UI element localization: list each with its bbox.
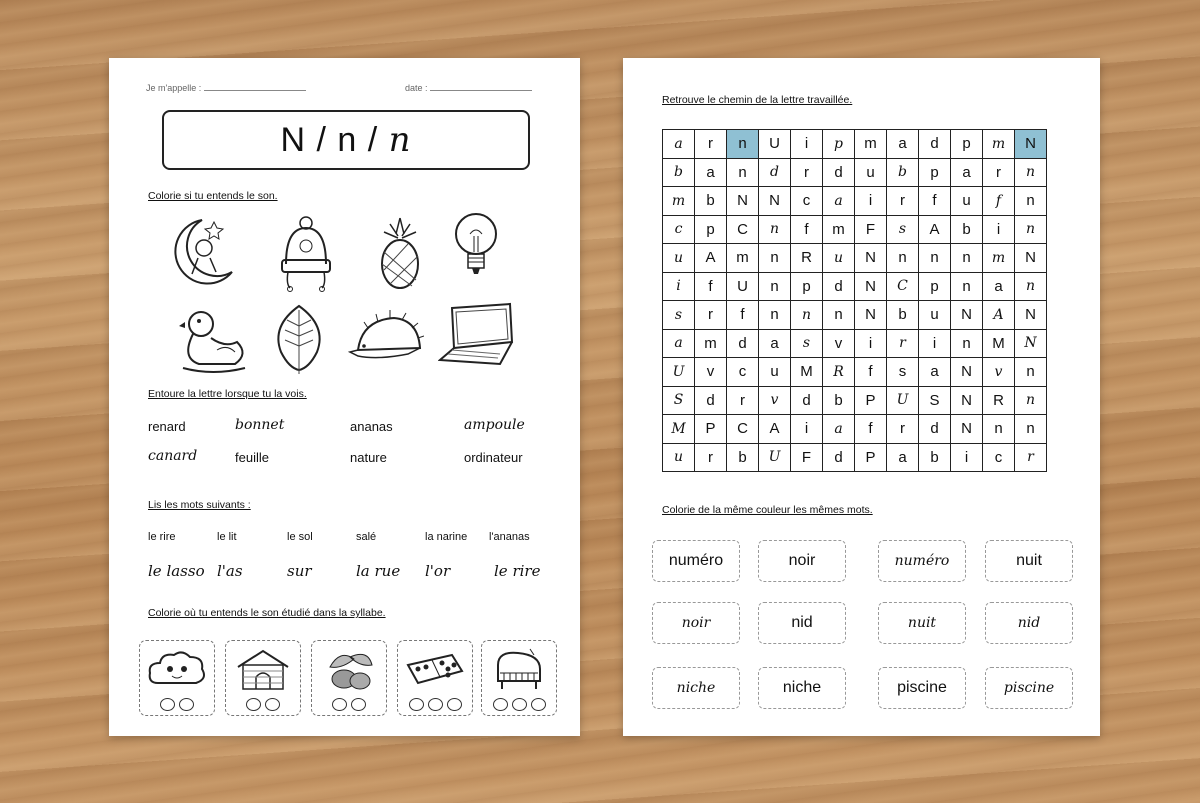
- grid-cell[interactable]: U: [663, 358, 695, 387]
- grid-cell[interactable]: S: [663, 386, 695, 415]
- grid-cell[interactable]: a: [951, 158, 983, 187]
- grid-cell[interactable]: N: [951, 386, 983, 415]
- hazelnut-icon: [320, 647, 378, 691]
- grid-cell[interactable]: a: [983, 272, 1015, 301]
- laptop-icon[interactable]: [438, 302, 520, 380]
- grid-cell[interactable]: i: [855, 329, 887, 358]
- grid-cell[interactable]: C: [727, 215, 759, 244]
- grid-cell[interactable]: s: [887, 215, 919, 244]
- word-box[interactable]: numéro: [878, 540, 966, 582]
- word-box[interactable]: nid: [758, 602, 846, 644]
- grid-cell[interactable]: r: [887, 415, 919, 444]
- grid-cell[interactable]: i: [919, 329, 951, 358]
- hat-icon[interactable]: [268, 214, 344, 292]
- grid-cell[interactable]: s: [791, 329, 823, 358]
- grid-cell[interactable]: U: [759, 443, 791, 472]
- grid-cell[interactable]: N: [1015, 301, 1047, 330]
- grid-row: [663, 244, 1047, 273]
- grid-cell[interactable]: f: [695, 272, 727, 301]
- grid-cell[interactable]: b: [663, 158, 695, 187]
- grid-cell[interactable]: u: [919, 301, 951, 330]
- grid-cell[interactable]: m: [823, 215, 855, 244]
- grid-cell[interactable]: a: [823, 415, 855, 444]
- grid-cell[interactable]: N: [1015, 244, 1047, 273]
- grid-cell[interactable]: n: [823, 301, 855, 330]
- grid-cell[interactable]: b: [887, 158, 919, 187]
- grid-cell[interactable]: n: [759, 215, 791, 244]
- grid-cell[interactable]: d: [823, 158, 855, 187]
- date-line[interactable]: [430, 81, 532, 91]
- word-box[interactable]: piscine: [985, 667, 1073, 709]
- name-field: [146, 81, 306, 93]
- grid-cell[interactable]: M: [791, 358, 823, 387]
- syllable-dots: [398, 698, 472, 711]
- grid-cell[interactable]: M: [663, 415, 695, 444]
- grid-row: [663, 358, 1047, 387]
- grid-cell[interactable]: n: [951, 329, 983, 358]
- grid-cell[interactable]: u: [663, 244, 695, 273]
- leaf-icon[interactable]: [269, 302, 345, 380]
- grid-cell[interactable]: c: [663, 215, 695, 244]
- grid-cell[interactable]: n: [919, 244, 951, 273]
- word-feuille[interactable]: feuille: [235, 450, 269, 465]
- word-box[interactable]: nuit: [878, 602, 966, 644]
- moon-icon[interactable]: [162, 214, 238, 292]
- duck-icon[interactable]: [177, 308, 253, 386]
- grid-cell[interactable]: P: [695, 415, 727, 444]
- word-bonnet[interactable]: bonnet: [235, 417, 285, 433]
- grid-cell[interactable]: a: [823, 187, 855, 216]
- syllable-box-piano[interactable]: [481, 640, 557, 716]
- grid-cell[interactable]: r: [887, 187, 919, 216]
- grid-cell[interactable]: f: [855, 415, 887, 444]
- grid-cell[interactable]: r: [983, 158, 1015, 187]
- grid-cell[interactable]: n: [1015, 415, 1047, 444]
- syllable-dots: [140, 698, 214, 711]
- grid-cell[interactable]: U: [727, 272, 759, 301]
- grid-cell[interactable]: i: [791, 130, 823, 159]
- grid-cell[interactable]: r: [695, 301, 727, 330]
- syllable-dot[interactable]: [493, 698, 508, 711]
- grid-row: [663, 187, 1047, 216]
- grid-cell[interactable]: f: [855, 358, 887, 387]
- grid-cell[interactable]: c: [727, 358, 759, 387]
- section-heading-couleur: Colorie de la même couleur les mêmes mots.: [662, 504, 873, 516]
- hedgehog-icon[interactable]: [348, 308, 424, 386]
- grid-cell[interactable]: a: [663, 130, 695, 159]
- grid-cell[interactable]: n: [1015, 358, 1047, 387]
- grid-cell[interactable]: r: [695, 130, 727, 159]
- syllable-dot[interactable]: [160, 698, 175, 711]
- grid-cell[interactable]: a: [919, 358, 951, 387]
- grid-cell[interactable]: n: [1015, 158, 1047, 187]
- grid-cell[interactable]: n: [1015, 187, 1047, 216]
- word-box[interactable]: nuit: [985, 540, 1073, 582]
- grid-row: [663, 272, 1047, 301]
- syllable-box-hazelnut[interactable]: [311, 640, 387, 716]
- read-word-cursive: l'or: [425, 562, 451, 580]
- date-label: date :: [405, 83, 428, 93]
- grid-cell[interactable]: b: [823, 386, 855, 415]
- grid-cell[interactable]: P: [855, 443, 887, 472]
- kennel-icon: [234, 647, 292, 691]
- grid-cell[interactable]: P: [855, 386, 887, 415]
- grid-cell[interactable]: p: [791, 272, 823, 301]
- word-ampoule[interactable]: ampoule: [464, 417, 525, 433]
- grid-cell[interactable]: R: [823, 358, 855, 387]
- syllable-dot[interactable]: [512, 698, 527, 711]
- word-box[interactable]: niche: [758, 667, 846, 709]
- word-box[interactable]: nid: [985, 602, 1073, 644]
- grid-cell[interactable]: U: [887, 386, 919, 415]
- read-word-cursive: la rue: [356, 562, 401, 580]
- grid-cell[interactable]: p: [919, 272, 951, 301]
- grid-cell[interactable]: f: [791, 215, 823, 244]
- grid-cell[interactable]: d: [727, 329, 759, 358]
- grid-cell[interactable]: n: [887, 244, 919, 273]
- grid-cell[interactable]: n: [951, 272, 983, 301]
- syllable-box-kennel[interactable]: [225, 640, 301, 716]
- grid-cell[interactable]: u: [855, 158, 887, 187]
- grid-cell[interactable]: m: [983, 130, 1015, 159]
- grid-cell[interactable]: N: [855, 244, 887, 273]
- grid-cell[interactable]: n: [1015, 215, 1047, 244]
- grid-cell[interactable]: n: [983, 415, 1015, 444]
- grid-cell[interactable]: n: [759, 244, 791, 273]
- grid-cell[interactable]: N: [1015, 329, 1047, 358]
- grid-cell[interactable]: r: [695, 443, 727, 472]
- grid-cell[interactable]: A: [695, 244, 727, 273]
- grid-cell[interactable]: F: [791, 443, 823, 472]
- title-box: [162, 110, 530, 170]
- read-word: la narine: [425, 531, 468, 543]
- grid-cell[interactable]: i: [855, 187, 887, 216]
- word-box[interactable]: noir: [758, 540, 846, 582]
- grid-cell[interactable]: R: [983, 386, 1015, 415]
- grid-cell[interactable]: R: [791, 244, 823, 273]
- read-word-cursive: sur: [287, 562, 312, 580]
- lightbulb-icon[interactable]: [438, 208, 514, 286]
- grid-cell[interactable]: f: [983, 187, 1015, 216]
- grid-cell[interactable]: n: [951, 244, 983, 273]
- grid-cell[interactable]: i: [791, 415, 823, 444]
- grid-cell[interactable]: C: [727, 415, 759, 444]
- grid-row: [663, 415, 1047, 444]
- grid-cell[interactable]: n: [1015, 386, 1047, 415]
- worksheet-right: [623, 58, 1100, 736]
- grid-cell[interactable]: d: [823, 443, 855, 472]
- grid-cell[interactable]: b: [919, 443, 951, 472]
- grid-cell[interactable]: n: [791, 301, 823, 330]
- syllable-dot[interactable]: [265, 698, 280, 711]
- grid-cell[interactable]: d: [791, 386, 823, 415]
- grid-cell[interactable]: N: [727, 187, 759, 216]
- grid-cell[interactable]: a: [887, 130, 919, 159]
- read-word: le sol: [287, 531, 313, 543]
- word-ordinateur[interactable]: ordinateur: [464, 450, 523, 465]
- read-word-cursive: le lasso: [148, 562, 205, 580]
- grid-cell[interactable]: u: [759, 358, 791, 387]
- syllable-box-cloud[interactable]: [139, 640, 215, 716]
- grid-cell[interactable]: n: [759, 301, 791, 330]
- grid-cell[interactable]: M: [983, 329, 1015, 358]
- grid-cell[interactable]: a: [663, 329, 695, 358]
- grid-cell[interactable]: m: [727, 244, 759, 273]
- read-word-cursive: le rire: [494, 562, 541, 580]
- grid-cell[interactable]: N: [855, 272, 887, 301]
- grid-cell[interactable]: d: [919, 130, 951, 159]
- word-renard[interactable]: renard: [148, 419, 186, 434]
- grid-row: [663, 386, 1047, 415]
- grid-cell[interactable]: s: [887, 358, 919, 387]
- grid-cell[interactable]: S: [919, 386, 951, 415]
- grid-cell[interactable]: b: [727, 443, 759, 472]
- grid-cell[interactable]: p: [695, 215, 727, 244]
- page-title: N / n /: [280, 120, 389, 159]
- syllable-dots: [482, 698, 556, 711]
- grid-cell[interactable]: r: [727, 386, 759, 415]
- grid-cell[interactable]: N: [1015, 130, 1047, 159]
- grid-cell[interactable]: a: [887, 443, 919, 472]
- date-field: [405, 81, 532, 93]
- grid-cell[interactable]: c: [983, 443, 1015, 472]
- syllable-dot[interactable]: [246, 698, 261, 711]
- word-ananas[interactable]: ananas: [350, 419, 393, 434]
- read-word: l'ananas: [489, 531, 530, 543]
- grid-row: [663, 130, 1047, 159]
- grid-cell[interactable]: A: [983, 301, 1015, 330]
- grid-cell[interactable]: A: [759, 415, 791, 444]
- grid-cell[interactable]: F: [855, 215, 887, 244]
- grid-cell[interactable]: f: [727, 301, 759, 330]
- grid-cell[interactable]: f: [919, 187, 951, 216]
- piano-icon: [490, 647, 548, 691]
- grid-row: [663, 158, 1047, 187]
- grid-cell[interactable]: u: [823, 244, 855, 273]
- grid-cell[interactable]: i: [951, 443, 983, 472]
- syllable-dot[interactable]: [351, 698, 366, 711]
- read-word-cursive: l'as: [217, 562, 243, 580]
- grid-cell[interactable]: s: [663, 301, 695, 330]
- grid-cell[interactable]: v: [983, 358, 1015, 387]
- word-box[interactable]: noir: [652, 602, 740, 644]
- section-heading-entoure: Entoure la lettre lorsque tu la vois.: [148, 388, 307, 400]
- grid-cell[interactable]: p: [951, 130, 983, 159]
- grid-cell[interactable]: u: [951, 187, 983, 216]
- grid-cell[interactable]: a: [695, 158, 727, 187]
- grid-cell[interactable]: v: [759, 386, 791, 415]
- grid-cell[interactable]: d: [759, 158, 791, 187]
- grid-cell[interactable]: r: [887, 329, 919, 358]
- grid-row: [663, 215, 1047, 244]
- grid-cell[interactable]: n: [759, 272, 791, 301]
- section-heading-chemin: Retrouve le chemin de la lettre travaillée.: [662, 94, 853, 106]
- grid-cell[interactable]: n: [727, 158, 759, 187]
- grid-row: [663, 443, 1047, 472]
- grid-cell[interactable]: d: [919, 415, 951, 444]
- syllable-dot[interactable]: [332, 698, 347, 711]
- grid-cell[interactable]: p: [823, 130, 855, 159]
- grid-cell[interactable]: d: [695, 386, 727, 415]
- grid-cell[interactable]: i: [983, 215, 1015, 244]
- syllable-dots: [312, 698, 386, 711]
- word-nature[interactable]: nature: [350, 450, 387, 465]
- grid-cell[interactable]: m: [695, 329, 727, 358]
- syllable-dot[interactable]: [447, 698, 462, 711]
- grid-cell[interactable]: b: [695, 187, 727, 216]
- read-word: le lit: [217, 531, 237, 543]
- grid-row: [663, 329, 1047, 358]
- grid-cell[interactable]: u: [663, 443, 695, 472]
- syllable-dots: [226, 698, 300, 711]
- section-heading-lis: Lis les mots suivants :: [148, 499, 251, 511]
- worksheet-left: [109, 58, 580, 736]
- letter-grid: [662, 129, 1047, 472]
- syllable-dot[interactable]: [428, 698, 443, 711]
- grid-cell[interactable]: p: [919, 158, 951, 187]
- name-label: Je m'appelle :: [146, 83, 202, 93]
- section-heading-syllabe: Colorie où tu entends le son étudié dans la syllabe.: [148, 607, 386, 619]
- page-title-cursive: n: [388, 120, 412, 160]
- grid-row: [663, 301, 1047, 330]
- word-box[interactable]: numéro: [652, 540, 740, 582]
- grid-cell[interactable]: c: [791, 187, 823, 216]
- grid-cell[interactable]: N: [951, 358, 983, 387]
- word-box[interactable]: niche: [652, 667, 740, 709]
- domino-icon: [404, 651, 466, 687]
- grid-cell[interactable]: n: [1015, 272, 1047, 301]
- grid-cell[interactable]: m: [983, 244, 1015, 273]
- grid-cell[interactable]: r: [791, 158, 823, 187]
- grid-cell[interactable]: i: [663, 272, 695, 301]
- grid-cell[interactable]: v: [695, 358, 727, 387]
- read-word: salé: [356, 531, 377, 543]
- pineapple-icon[interactable]: [362, 214, 438, 292]
- grid-cell[interactable]: a: [759, 329, 791, 358]
- cloud-icon: [146, 649, 208, 689]
- grid-cell[interactable]: b: [887, 301, 919, 330]
- grid-cell[interactable]: N: [855, 301, 887, 330]
- grid-cell[interactable]: r: [1015, 443, 1047, 472]
- grid-cell[interactable]: A: [919, 215, 951, 244]
- grid-cell[interactable]: v: [823, 329, 855, 358]
- grid-cell[interactable]: m: [855, 130, 887, 159]
- grid-cell[interactable]: N: [951, 301, 983, 330]
- grid-cell[interactable]: C: [887, 272, 919, 301]
- word-box[interactable]: piscine: [878, 667, 966, 709]
- grid-cell[interactable]: N: [951, 415, 983, 444]
- grid-cell[interactable]: U: [759, 130, 791, 159]
- grid-cell[interactable]: d: [823, 272, 855, 301]
- grid-cell[interactable]: N: [759, 187, 791, 216]
- section-heading-colorie: Colorie si tu entends le son.: [148, 190, 278, 202]
- syllable-box-domino[interactable]: [397, 640, 473, 716]
- name-line[interactable]: [204, 81, 306, 91]
- syllable-dot[interactable]: [179, 698, 194, 711]
- grid-cell[interactable]: m: [663, 187, 695, 216]
- grid-cell[interactable]: b: [951, 215, 983, 244]
- grid-cell[interactable]: n: [727, 130, 759, 159]
- read-word: le rire: [148, 531, 176, 543]
- syllable-dot[interactable]: [531, 698, 546, 711]
- word-canard[interactable]: canard: [148, 448, 198, 464]
- syllable-dot[interactable]: [409, 698, 424, 711]
